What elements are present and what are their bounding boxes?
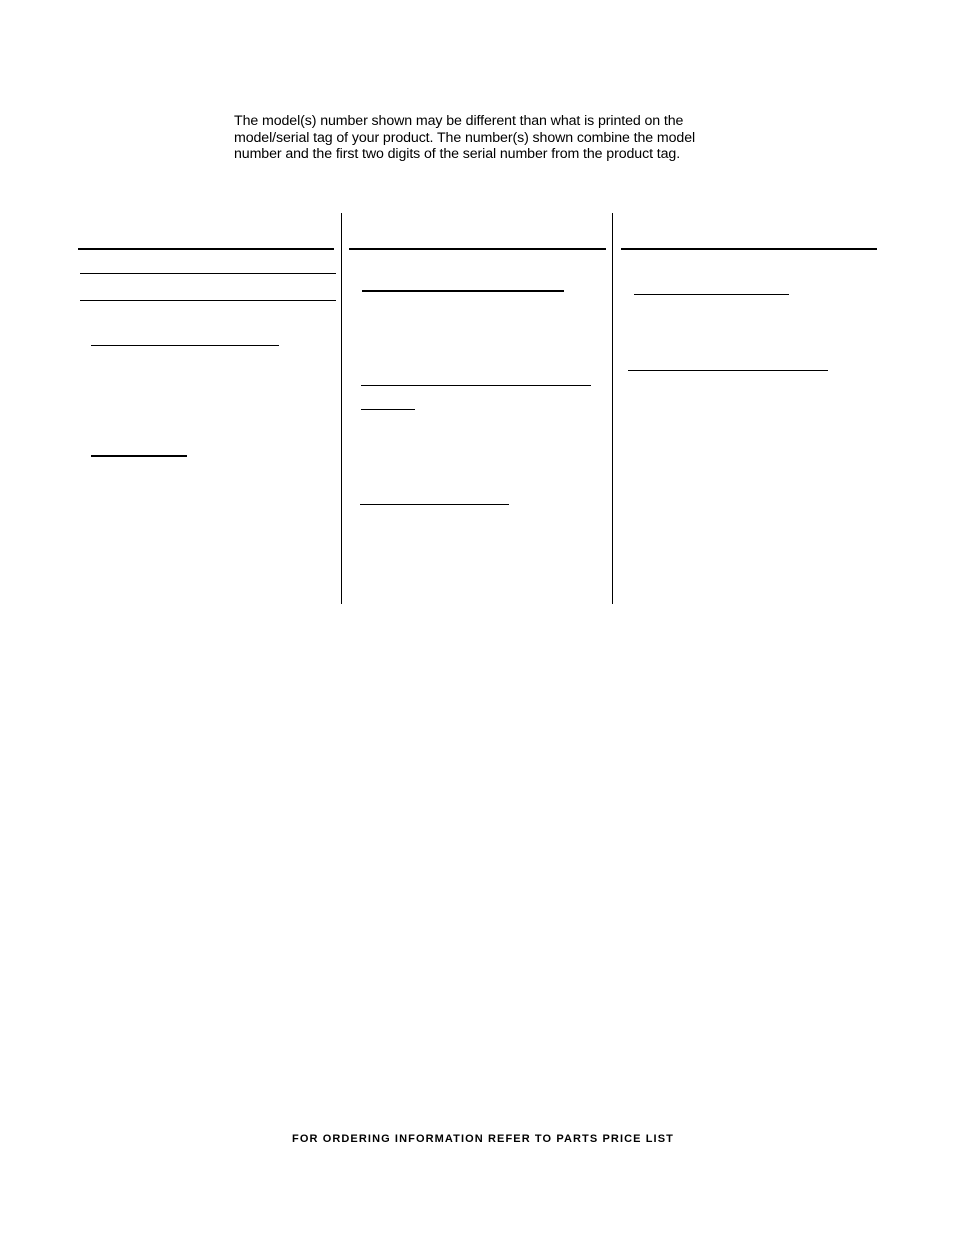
column-2-rule [361,409,415,410]
column-3-header-rule [621,248,877,250]
column-2-rule [362,290,564,292]
column-1-rule [80,300,336,301]
column-3-rule [628,370,828,371]
model-number-notice [234,113,754,163]
column-2-rule [360,504,509,505]
ordering-information-footer: FOR ORDERING INFORMATION REFER TO PARTS PRICE LIST [292,1133,674,1145]
column-1-rule [91,455,187,457]
column-2-header-rule [349,248,606,250]
notice-line-1: The model(s) number shown may be different than what is printed on the [234,113,684,129]
column-2-rule [361,385,591,386]
column-3-rule [634,294,789,295]
notice-line-3: number and the first two digits of the serial number from the product tag. [234,146,681,162]
column-divider-2 [612,213,613,604]
column-divider-1 [341,213,342,604]
notice-line-2: model/serial tag of your product. The number(s) shown combine the model [234,129,696,146]
column-1-rule [80,273,336,274]
column-1-header-rule [78,248,334,250]
column-1-rule [91,345,279,346]
